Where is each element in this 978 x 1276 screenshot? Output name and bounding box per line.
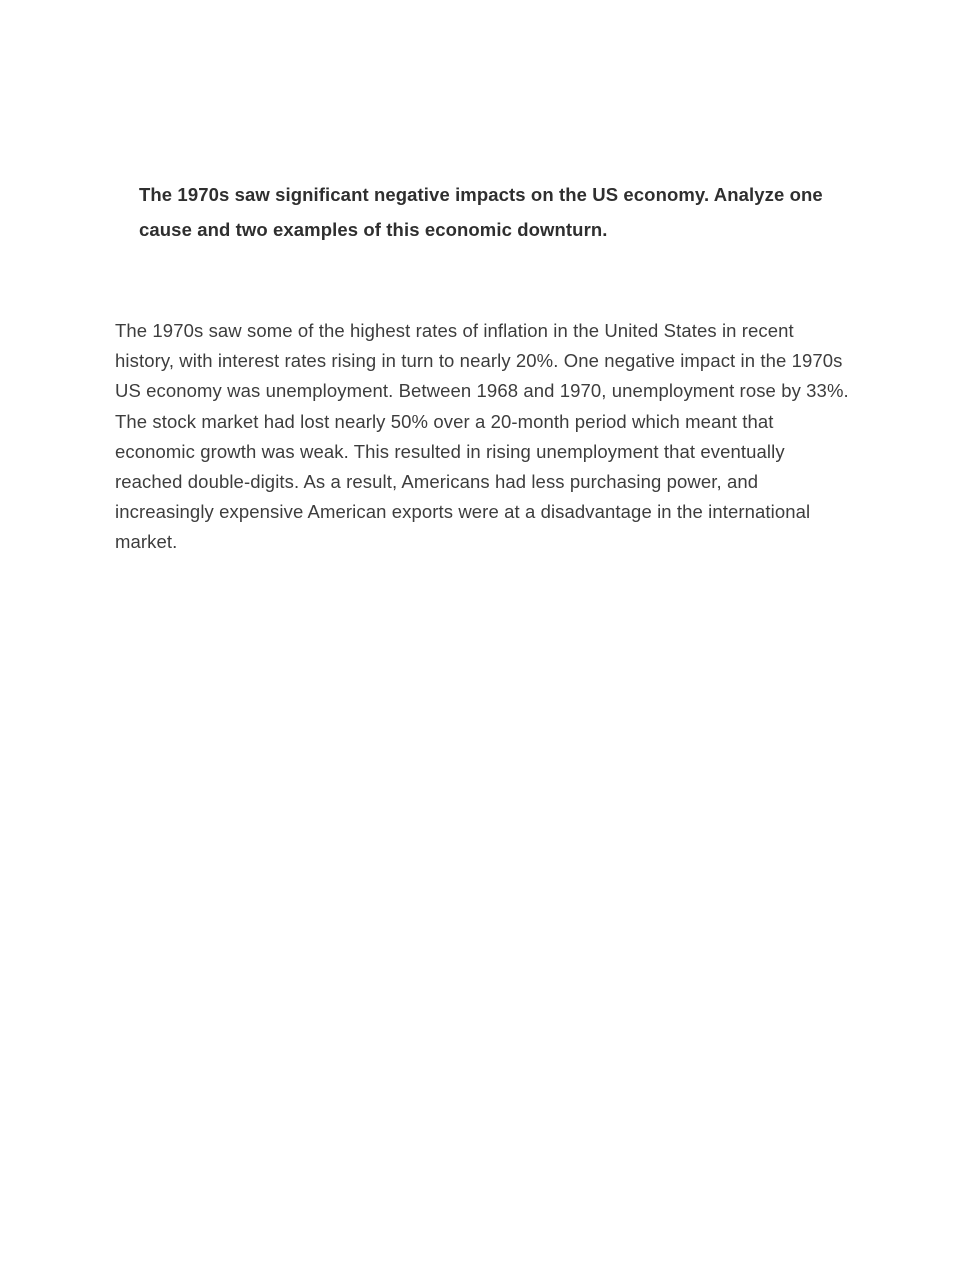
question-prompt: The 1970s saw significant negative impacts on the US economy. Analyze one cause and two examples of this economic downturn. [139,184,823,240]
answer-paragraph: The 1970s saw some of the highest rates of inflation in the United States in recent history, with interest rates rising in turn to nearly 20%. One negative impact in the 1970s US economy was unemployment. Between 1968 and 1970, unemployment rose by 33%. The stock market had lost nearly 50% over a 20-month period which meant that economic growth was weak. This resulted in rising unemployment that eventually reached double-digits. As a result, Americans had less purchasing power, and increasingly expensive American exports were at a disadvantage in the international market. [115,320,849,553]
